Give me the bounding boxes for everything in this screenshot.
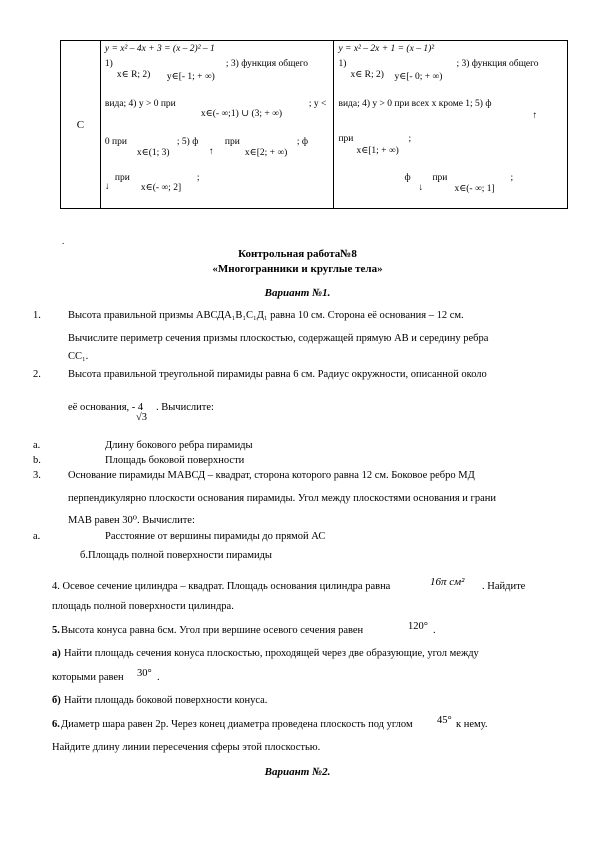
right-l5e: ; — [510, 173, 514, 183]
item-6-number: 6. — [52, 719, 60, 730]
item-1-number: 1. — [33, 310, 41, 321]
page-title: Контрольная работа№8 — [238, 248, 357, 260]
left-l4c: ; 5) ф — [176, 137, 199, 147]
item-4-text: 4. Осевое сечение цилиндра – квадрат. Площадь основания цилиндра равна — [52, 581, 391, 592]
right-l3a: вида; 4) у > 0 при всех x кроме 1; 5) ф — [338, 99, 492, 109]
item-6-text-2: к нему. — [456, 719, 488, 730]
angle-45: 45° — [437, 715, 452, 726]
item-3-text: Основание пирамиды МАВСД – квадрат, сторона которого равна 12 см. Боковое ребро МД — [68, 470, 475, 481]
left-positive-set: x∈(- ∞;1) ∪ (3; + ∞) — [200, 109, 283, 119]
left-answer-cell — [100, 41, 334, 209]
decrease-arrow-icon-right: ↓ — [418, 183, 424, 193]
sub-a-number: a. — [33, 440, 41, 451]
item-5a-dot: . — [157, 672, 160, 683]
item-1-text-2: Вычислите периметр сечения призмы плоскостью, содержащей прямую АВ и середину ребра — [68, 333, 489, 344]
sub-a2-number: a. — [33, 531, 41, 542]
item-2-text-2: её основания, - 4 — [68, 402, 144, 413]
item-3-number: 3. — [33, 470, 41, 481]
item-5b-label: б) — [52, 695, 61, 706]
item-3-text-2: перпендикулярно плоскости основания пирамиды. Угол между плоскостями основания и грани — [68, 493, 496, 504]
left-l3c: ; у < — [308, 99, 327, 109]
left-l5b: при — [114, 173, 130, 183]
right-l4a: при — [338, 134, 354, 144]
right-domain: x∈ R; 2) — [350, 70, 384, 80]
left-negative-set: x∈(1; 3) — [136, 148, 170, 158]
area-formula: 16π см² — [430, 576, 465, 588]
increase-arrow-icon-right: ↑ — [532, 111, 538, 121]
left-range: y∈[- 1; + ∞) — [166, 72, 215, 82]
sub-a-text: Длину бокового ребра пирамиды — [105, 440, 253, 451]
left-l4e: при — [224, 137, 240, 147]
item-5-dot: . — [433, 625, 436, 636]
right-range: y∈[- 0; + ∞) — [394, 72, 443, 82]
right-l2d: ; 3) функция общего — [456, 59, 539, 69]
sub-b-number: b. — [33, 455, 41, 466]
item-5a-label: а) — [52, 648, 61, 659]
decrease-arrow-icon: ↓ — [104, 182, 110, 192]
angle-30: 30° — [137, 668, 152, 679]
stray-dot: . — [62, 236, 65, 246]
item-2-text: Высота правильной треугольной пирамиды равна 6 см. Радиус окружности, описанной около — [68, 369, 487, 380]
right-formula: y = x² – 2x + 1 = (x – 1)² — [338, 44, 435, 54]
item-5b-text: Найти площадь боковой поверхности конуса. — [64, 695, 268, 706]
answer-table — [60, 40, 568, 209]
item-4-text-3: площадь полной поверхности цилиндра. — [52, 601, 234, 612]
left-l4a: 0 при — [104, 137, 127, 147]
left-domain: x∈ R; 2) — [116, 70, 151, 80]
sub-a2-text: Расстояние от вершины пирамиды до прямой АС — [105, 531, 326, 542]
left-l2d: ; 3) функция общего — [225, 59, 309, 69]
item-5a-text: Найти площадь сечения конуса плоскостью, проходящей через две образующие, угол между — [64, 648, 479, 659]
increase-arrow-icon: ↑ — [208, 147, 214, 157]
item-3-text-3: МАВ равен 30⁰. Вычислите: — [68, 515, 195, 526]
right-l4c: ; — [408, 134, 412, 144]
item-1-text: Высота правильной призмы АВСДА₁В₁С₁Д₁ равна 10 см. Сторона её основания – 12 см. — [68, 310, 464, 321]
sub-b2-text: б.Площадь полной поверхности пирамиды — [80, 550, 272, 561]
item-5a-text-2: которыми равен — [52, 672, 124, 683]
row-label: С — [61, 41, 101, 209]
item-5-number: 5. — [52, 625, 60, 636]
left-decrease-set: x∈(- ∞; 2] — [140, 183, 182, 193]
left-formula: y = x² – 4x + 3 = (x – 2)² – 1 — [104, 44, 215, 54]
right-l5c: при — [432, 173, 448, 183]
left-l3a: вида; 4) у > 0 при — [104, 99, 176, 109]
left-l2a: 1) — [104, 59, 113, 69]
left-increase-set: x∈[2; + ∞) — [244, 148, 288, 158]
item-4-text-2: . Найдите — [482, 581, 526, 592]
item-5-text: Высота конуса равна 6см. Угол при вершине осевого сечения равен — [61, 625, 364, 636]
right-l5a: ф — [404, 173, 411, 183]
right-l2a: 1) — [338, 59, 347, 69]
right-answer-cell — [334, 41, 568, 209]
right-increase-set: x∈[1; + ∞) — [356, 146, 399, 156]
item-1-text-3: СС₁. — [68, 351, 89, 362]
variant-1-heading: Вариант №1. — [264, 287, 331, 299]
page-subtitle: «Многогранники и круглые тела» — [212, 263, 383, 275]
left-l5d: ; — [196, 173, 200, 183]
item-6-text: Диаметр шара равен 2р. Через конец диаметра проведена плоскость под углом — [61, 719, 413, 730]
item-2-text-3: . Вычислите: — [156, 402, 214, 413]
item-6-text-3: Найдите длину линии пересечения сферы этой плоскостью. — [52, 742, 321, 753]
angle-120: 120° — [408, 621, 428, 632]
right-decrease-set: x∈(- ∞; 1] — [454, 184, 495, 194]
variant-2-heading: Вариант №2. — [264, 766, 331, 778]
sub-b-text: Площадь боковой поверхности — [105, 455, 245, 466]
left-l4g: ; ф — [296, 137, 309, 147]
item-2-number: 2. — [33, 369, 41, 380]
sqrt-formula: √3 — [136, 412, 148, 423]
